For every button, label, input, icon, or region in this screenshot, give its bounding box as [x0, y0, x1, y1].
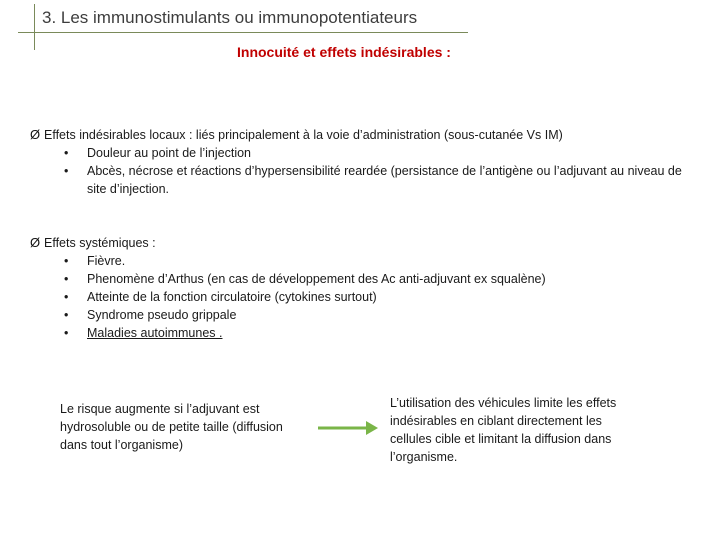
- section-heading: [30, 234, 700, 252]
- local-effects-list: [30, 144, 700, 198]
- right-arrow-icon: [318, 418, 380, 438]
- list-item-text: Phenomène d’Arthus (en cas de développement des Ac anti-adjuvant ex squalène): [87, 272, 546, 286]
- section-heading-text: Effets systémiques :: [44, 236, 156, 250]
- bullet-dot: •: [64, 164, 69, 178]
- list-item: [30, 144, 700, 162]
- list-item-text: Maladies autoimmunes .: [87, 326, 223, 340]
- list-item: [30, 324, 700, 342]
- list-item: [30, 162, 700, 198]
- bullet-dot: •: [64, 254, 69, 268]
- list-item-text: Douleur au point de l’injection: [87, 146, 251, 160]
- list-item-text: Fièvre.: [87, 254, 126, 268]
- arrowhead-bullet-icon: Ø: [30, 235, 41, 250]
- section-heading-text: Effets indésirables locaux : liés principalement à la voie d’administration (sous-cutanée Vs IM): [44, 128, 563, 142]
- arrowhead-bullet-icon: Ø: [30, 127, 41, 142]
- list-item-text: Atteinte de la fonction circulatoire (cytokines surtout): [87, 290, 377, 304]
- bullet-dot: •: [64, 290, 69, 304]
- section-heading: [30, 126, 700, 144]
- note-vehicles: L’utilisation des véhicules limite les effets indésirables en ciblant directement les cellules cible et limitant la diffusion dans l’organisme.: [390, 396, 617, 464]
- bullet-dot: •: [64, 146, 69, 160]
- section-systemic-effects: [30, 234, 700, 342]
- list-item: [30, 270, 700, 288]
- slide-subtitle: Innocuité et effets indésirables :: [237, 44, 451, 60]
- slide-title: 3. Les immunostimulants ou immunopotentiateurs: [42, 8, 418, 27]
- systemic-effects-list: [30, 252, 700, 342]
- section-local-effects: [30, 126, 700, 198]
- list-item: [30, 306, 700, 324]
- list-item-text: Syndrome pseudo grippale: [87, 308, 237, 322]
- title-rule-horizontal: [18, 32, 468, 33]
- list-item: [30, 252, 700, 270]
- list-item: [30, 288, 700, 306]
- bullet-dot: •: [64, 272, 69, 286]
- note-risk: Le risque augmente si l’adjuvant est hydrosoluble ou de petite taille (diffusion dans tout l’organisme): [60, 402, 283, 452]
- title-rule-vertical: [34, 4, 35, 50]
- bullet-dot: •: [64, 308, 69, 322]
- list-item-text: Abcès, nécrose et réactions d’hypersensibilité reardée (persistance de l’antigène ou l’adjuvant au niveau de site d’injection.: [87, 164, 682, 196]
- bullet-dot: •: [64, 326, 69, 340]
